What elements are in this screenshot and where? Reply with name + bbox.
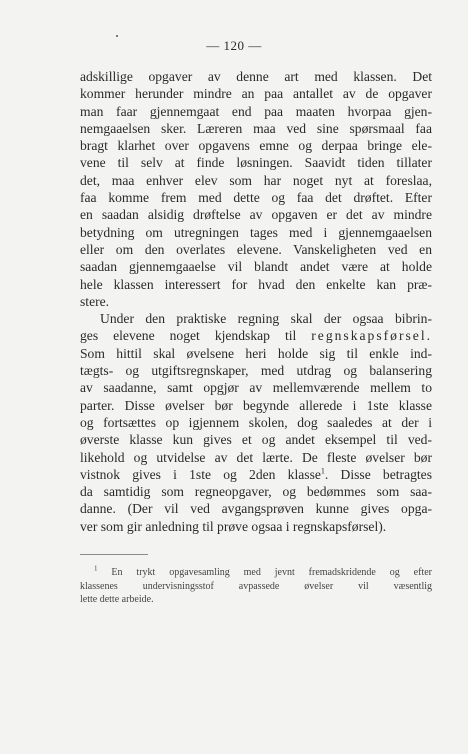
- text-fragment: . Disse betragtes: [324, 466, 432, 482]
- text-line: danne. (Der vil ved avgangsprøven kunne gives opga-: [80, 501, 432, 517]
- text-line: da samtidig som regneopgaver, og bedømmes som saa-: [80, 484, 432, 500]
- footnote-line: [80, 566, 432, 580]
- text-line: parter. Disse øvelser bør begynde allerede i 1ste klasse: [80, 397, 432, 413]
- text-line: kommer herunder mindre an paa antallet av de opgaver: [80, 86, 432, 102]
- footnote-reference: 1: [320, 466, 325, 476]
- text-line: faa komme frem med dette og faa det drøftet. Efter: [80, 190, 432, 206]
- text-line: ver som gir anledning til prøve ogsaa i regnskapsførsel).: [80, 518, 387, 534]
- text-line: tægts- og utgiftsregnskaper, med utdrag og balansering: [80, 363, 432, 379]
- text-line: [80, 327, 432, 344]
- text-line: av saadanne, samt opgjør av mellemværende mellem to: [80, 380, 432, 396]
- page-number: — 120 —: [206, 38, 262, 53]
- text-fragment: ges elevene noget kjendskap til: [80, 328, 312, 344]
- text-line: Som hittil skal øvelsene heri holde sig til enkle ind-: [80, 345, 432, 361]
- text-line: eller om den overlates elevene. Vanskeligheten ved en: [80, 241, 432, 257]
- text-line: en saadan alsidig drøftelse av opgaven er det av mindre: [80, 207, 432, 223]
- text-line: [80, 466, 432, 483]
- text-line: Under den praktiske regning skal der ogsaa bibrin-: [100, 311, 432, 327]
- footnote-mark: 1: [94, 564, 98, 573]
- footnote-line: klassenes undervisningsstof avpassede øvelser vil væsentlig: [80, 580, 432, 592]
- footnote-line: lette dette arbeide.: [80, 594, 154, 606]
- paragraph-2: [80, 310, 432, 535]
- text-line: det, maa enhver elev som har noget nyt at foreslaa,: [80, 172, 432, 188]
- text-fragment: vistnok gives i 1ste og 2den klasse: [80, 466, 321, 482]
- ink-speck: [116, 35, 118, 37]
- text-line: betydning om utregningen tages med i gjennemgaaelsen: [80, 224, 432, 240]
- text-line: nemgaaelsen sker. Læreren maa ved sine spørsmaal faa: [80, 120, 432, 136]
- text-line: saadan gjennemgaaelse vil blandt andet være at holde: [80, 259, 432, 275]
- paragraph-1: [80, 68, 432, 310]
- footnote: [80, 566, 432, 607]
- text-line: adskillige opgaver av denne art med klassen. Det: [80, 69, 432, 84]
- text-line: bragt klarhet over opgavens emne og derpaa bringe ele-: [80, 138, 432, 154]
- text-line: vene til selv at finde løsningen. Saavidt tiden tillater: [80, 155, 432, 171]
- text-line: hele klassen interessert for hvad den enkelte kan præ-: [80, 276, 432, 292]
- text-fragment: En trykt opgavesamling med jevnt fremadskridende og efter: [111, 567, 432, 578]
- text-line: likehold og utvidelse av det lærte. De fleste øvelser bør: [80, 449, 432, 465]
- main-text: [80, 68, 432, 535]
- text-line: stere.: [80, 293, 110, 309]
- text-line: og fortsættes op igjennem skolen, dog saaledes at der i: [80, 414, 432, 430]
- spaced-term: regnskapsførsel.: [311, 328, 432, 344]
- text-line: øverste klasse kun gives et og andet eksempel til ved-: [80, 432, 432, 448]
- text-line: man faar gjennemgaat end paa maaten hvorpaa gjen-: [80, 103, 432, 119]
- footnote-divider: [80, 554, 148, 555]
